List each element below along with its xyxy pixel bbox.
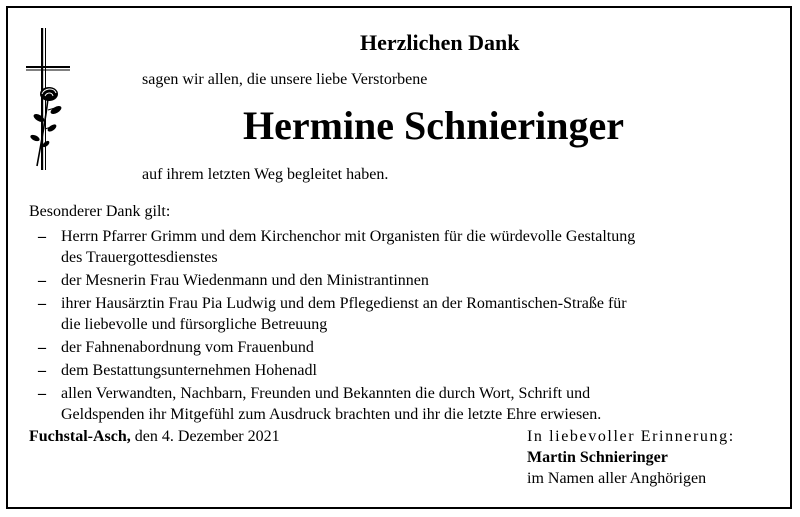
list-item: [38, 383, 778, 425]
place-date: [29, 428, 280, 446]
dash-bullet: –: [38, 295, 46, 312]
list-item: [38, 360, 778, 381]
deceased-name: Hermine Schnieringer: [243, 103, 625, 148]
list-item: [38, 337, 778, 358]
list-item-line: dem Bestattungsunternehmen Hohenadl: [61, 362, 317, 379]
list-item-line: der Fahnenabordnung vom Frauenbund: [61, 339, 314, 356]
list-item-line: Herrn Pfarrer Grimm und dem Kirchenchor mit Organisten für die würdevolle Gestaltung: [61, 228, 636, 245]
place: Fuchstal-Asch,: [29, 428, 131, 445]
thanks-title: Besonderer Dank gilt:: [29, 203, 171, 220]
list-item-line: Geldspenden ihr Mitgefühl zum Ausdruck brachten und ihr die letzte Ehre erwiesen.: [61, 406, 602, 423]
dash-bullet: –: [38, 272, 46, 289]
dash-bullet: –: [38, 385, 46, 402]
list-item-line: ihrer Hausärztin Frau Pia Ludwig und dem Pflegedienst an der Romantischen-Straße für: [61, 295, 627, 312]
list-item-line: allen Verwandten, Nachbarn, Freunden und Bekannten die durch Wort, Schrift und: [61, 385, 591, 402]
list-item-line: der Mesnerin Frau Wiedenmann und den Ministrantinnen: [61, 272, 429, 289]
dash-bullet: –: [38, 362, 46, 379]
list-item: [38, 293, 778, 335]
signature-title: In liebevoller Erinnerung:: [527, 428, 735, 445]
list-item-line: des Trauergottesdienstes: [61, 249, 218, 266]
signature-note: im Namen aller Anghörigen: [527, 470, 707, 487]
thanks-list: [38, 226, 778, 427]
dash-bullet: –: [38, 339, 46, 356]
signature-name: Martin Schnieringer: [527, 449, 668, 466]
cross-with-rose-icon: [26, 28, 72, 170]
outro-text: auf ihrem letzten Weg begleitet haben.: [142, 166, 389, 183]
dash-bullet: –: [38, 228, 46, 245]
heading: Herzlichen Dank: [360, 30, 520, 55]
list-item-line: die liebevolle und fürsorgliche Betreuung: [61, 316, 328, 333]
signature-block: [527, 426, 735, 489]
list-item: [38, 226, 778, 268]
list-item: [38, 270, 778, 291]
intro-text: sagen wir allen, die unsere liebe Verstorbene: [142, 71, 428, 88]
date: den 4. Dezember 2021: [134, 428, 280, 445]
